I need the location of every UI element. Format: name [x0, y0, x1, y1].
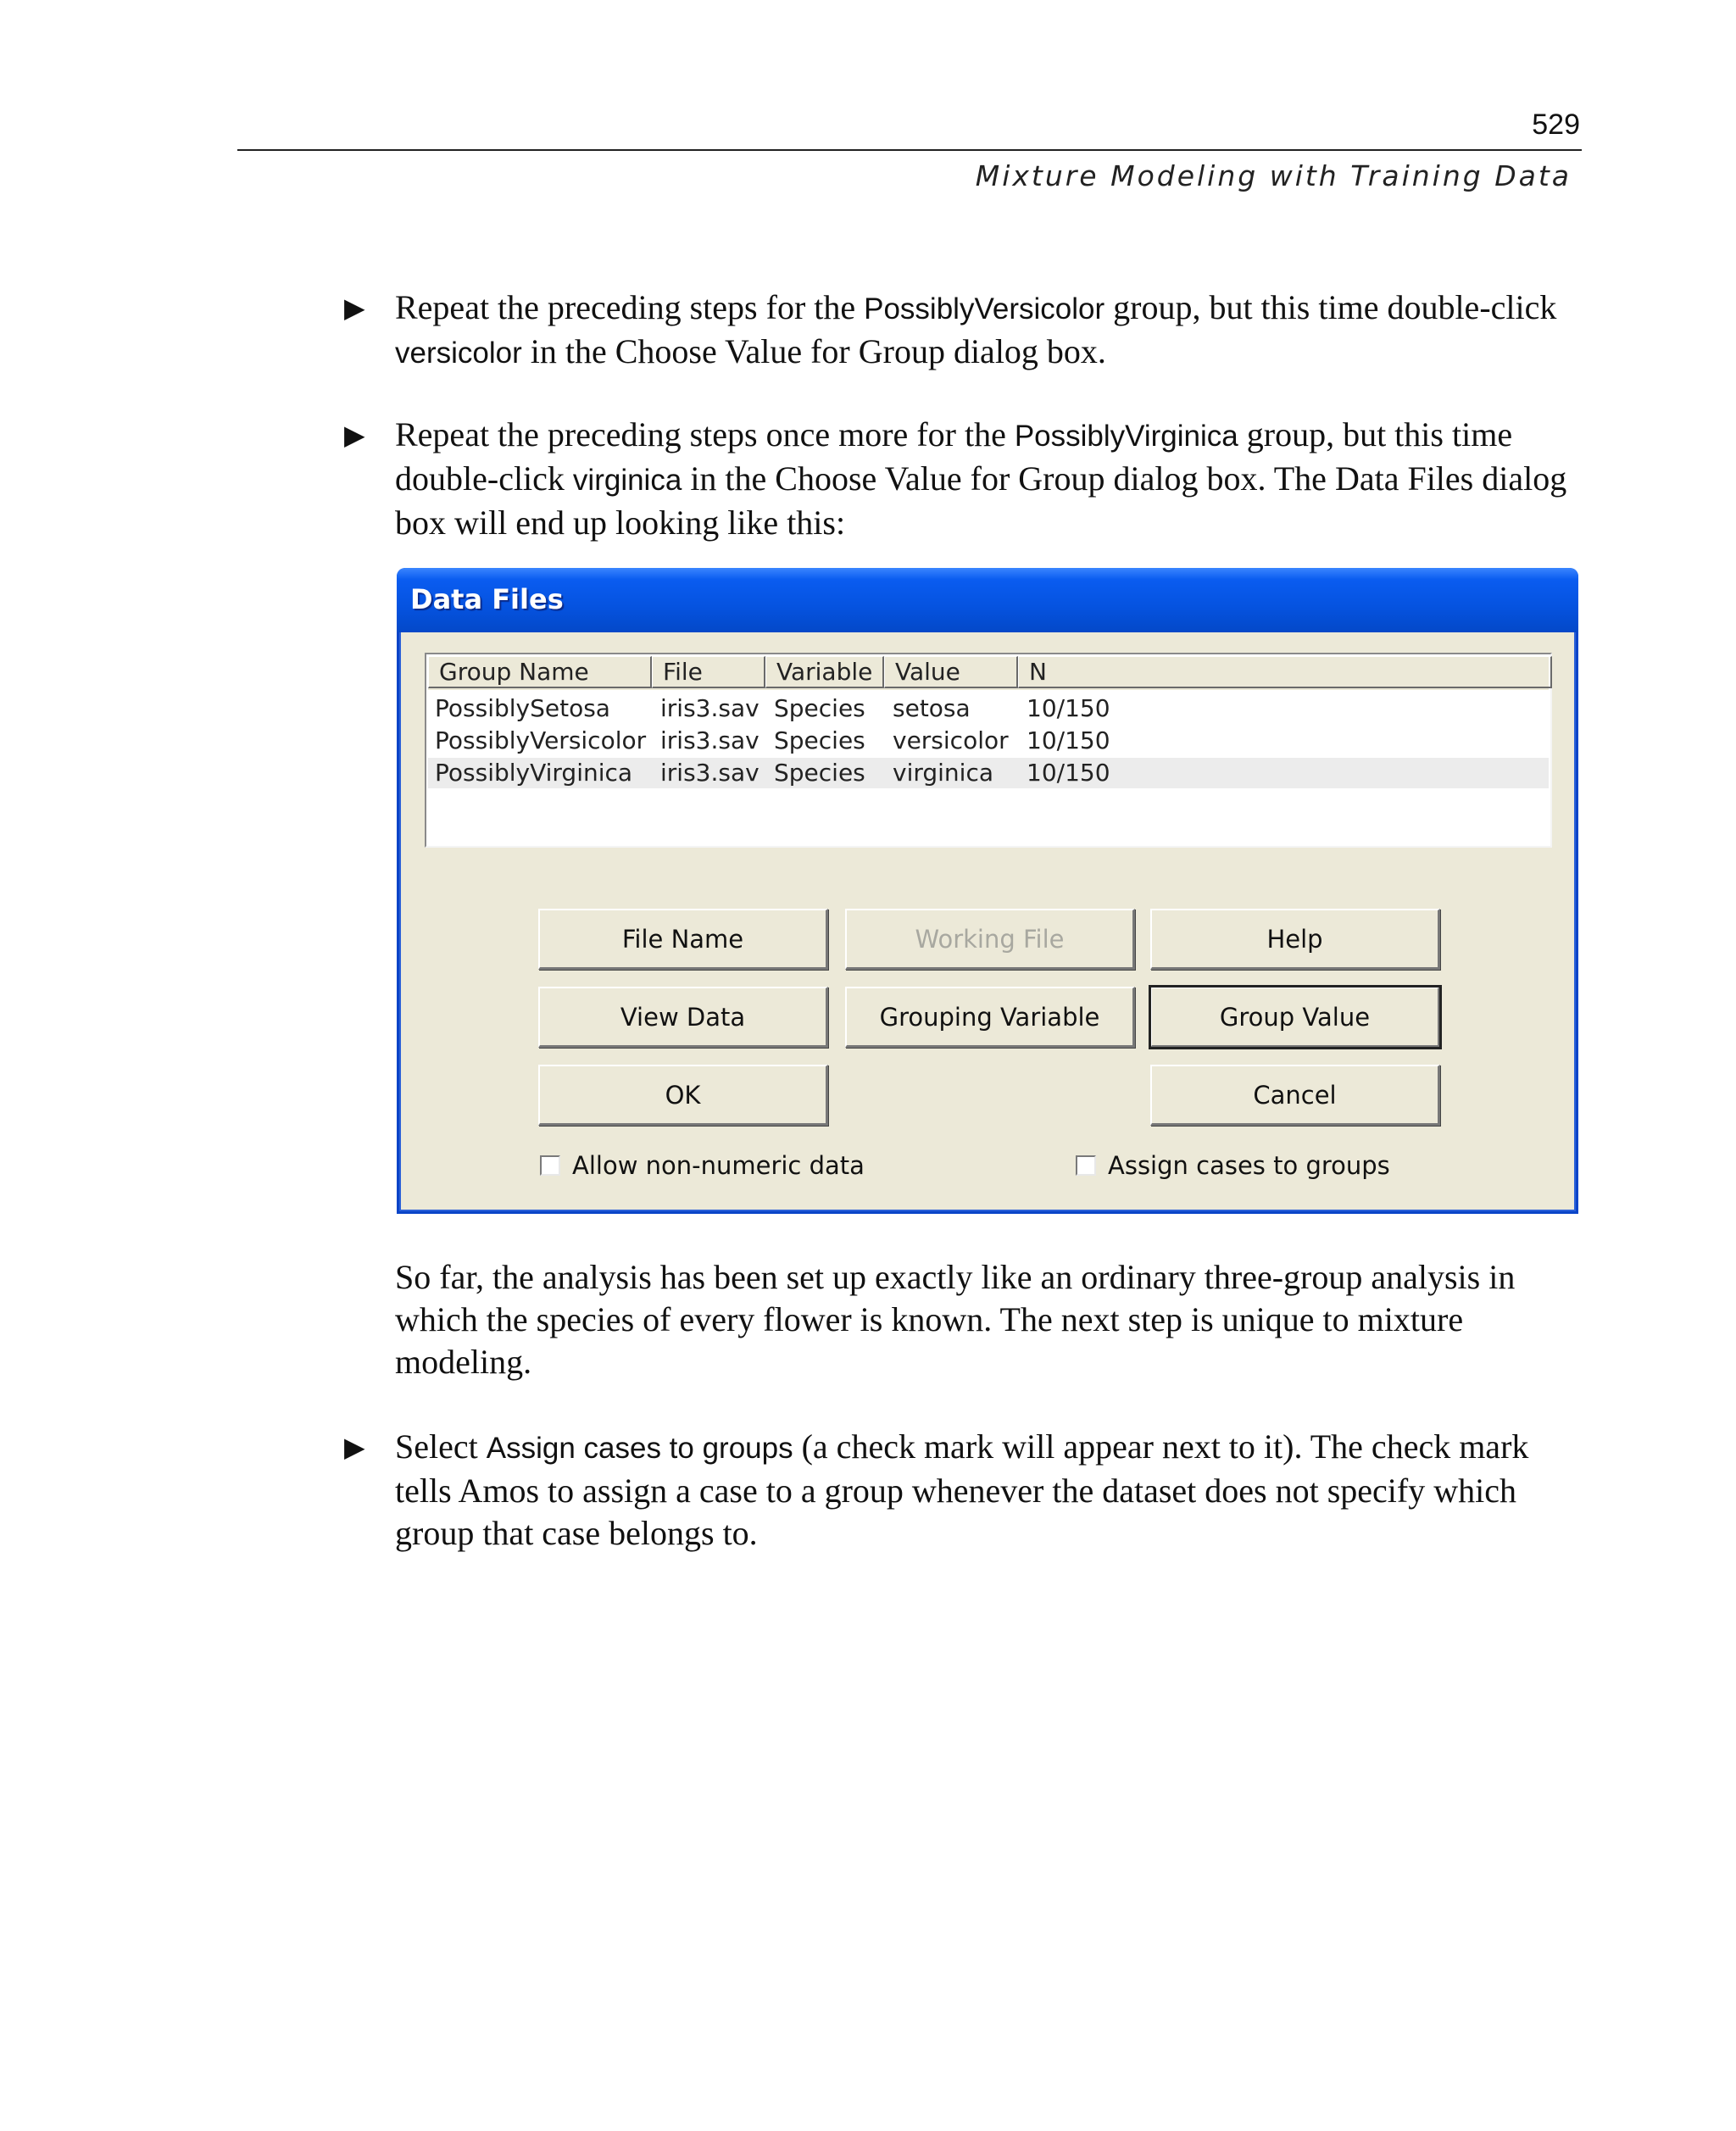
table-row-selected[interactable] [428, 758, 1549, 788]
cell-variable: Species [774, 759, 865, 787]
bullet-marker: ▶ [344, 1432, 365, 1462]
paragraph-assign-cases-step [395, 1426, 1582, 1555]
allow-non-numeric-checkbox[interactable] [540, 1155, 560, 1176]
column-header-file[interactable]: File [652, 656, 765, 688]
cell-n: 10/150 [1027, 726, 1110, 754]
ui-term: Assign cases to groups [486, 1432, 793, 1465]
paragraph-versicolor-step [395, 287, 1582, 375]
dialog-titlebar[interactable] [397, 568, 1578, 632]
file-name-button[interactable]: File Name [538, 909, 828, 970]
text-run: (a check mark will appear next to it). The check mark tells Amos to assign a case to a group whenever the dataset does not specify which group that case belongs to. [395, 1427, 1529, 1552]
text-run: group, but this time double-click [1104, 288, 1557, 326]
ui-term: versicolor [395, 337, 522, 370]
data-files-list[interactable] [425, 653, 1552, 848]
cell-value: versicolor [893, 726, 1009, 754]
column-header-group-name[interactable]: Group Name [428, 656, 652, 688]
page-number: 529 [1532, 108, 1580, 141]
paragraph-virginica-step [395, 414, 1582, 544]
column-header-row [428, 656, 1549, 690]
allow-non-numeric-option[interactable] [540, 1151, 865, 1180]
data-files-dialog [397, 568, 1578, 1214]
text-run: Select [395, 1427, 487, 1466]
grouping-variable-button[interactable]: Grouping Variable [845, 987, 1135, 1048]
group-value-button[interactable]: Group Value [1150, 987, 1440, 1048]
table-row[interactable] [428, 693, 1549, 724]
cell-file: iris3.sav [660, 694, 760, 722]
cell-group-name: PossiblySetosa [435, 694, 610, 722]
text-run: in the Choose Value for Group dialog box. [521, 332, 1106, 370]
text-run: Repeat the preceding steps for the [395, 288, 865, 326]
text-run: Repeat the preceding steps once more for the [395, 415, 1015, 453]
cell-value: setosa [893, 694, 971, 722]
cell-file: iris3.sav [660, 759, 760, 787]
working-file-button[interactable]: Working File [845, 909, 1135, 970]
cell-variable: Species [774, 694, 865, 722]
paragraph-setup-note: So far, the analysis has been set up exactly like an ordinary three-group analysis in which the species of every flower is known. The next step is unique to mixture modeling. [395, 1258, 1516, 1381]
column-header-n[interactable]: N [1018, 656, 1552, 688]
text-run: group, but this time double-click [395, 415, 1513, 498]
cell-group-name: PossiblyVirginica [435, 759, 633, 787]
cell-n: 10/150 [1027, 759, 1110, 787]
assign-cases-option[interactable] [1076, 1151, 1390, 1180]
assign-cases-checkbox[interactable] [1076, 1155, 1096, 1176]
text-run: in the Choose Value for Group dialog box. The Data Files dialog box will end up looking like this: [395, 459, 1567, 542]
help-button[interactable]: Help [1150, 909, 1440, 970]
cell-group-name: PossiblyVersicolor [435, 726, 647, 754]
assign-cases-label: Assign cases to groups [1108, 1151, 1390, 1180]
view-data-button[interactable]: View Data [538, 987, 828, 1048]
ui-term: virginica [572, 464, 682, 497]
allow-non-numeric-label: Allow non-numeric data [572, 1151, 865, 1180]
cell-variable: Species [774, 726, 865, 754]
ui-term: PossiblyVirginica [1014, 420, 1238, 453]
column-header-value[interactable]: Value [884, 656, 1018, 688]
table-row[interactable] [428, 726, 1549, 756]
bullet-marker: ▶ [344, 420, 365, 450]
header-rule [237, 149, 1582, 151]
ui-term: PossiblyVersicolor [864, 292, 1105, 325]
bullet-marker: ▶ [344, 292, 365, 323]
dialog-title: Data Files [410, 583, 564, 615]
cell-value: virginica [893, 759, 993, 787]
ok-button[interactable]: OK [538, 1065, 828, 1126]
cancel-button[interactable]: Cancel [1150, 1065, 1440, 1126]
column-header-variable[interactable]: Variable [765, 656, 884, 688]
running-head: Mixture Modeling with Training Data [975, 159, 1572, 192]
cell-file: iris3.sav [660, 726, 760, 754]
cell-n: 10/150 [1027, 694, 1110, 722]
